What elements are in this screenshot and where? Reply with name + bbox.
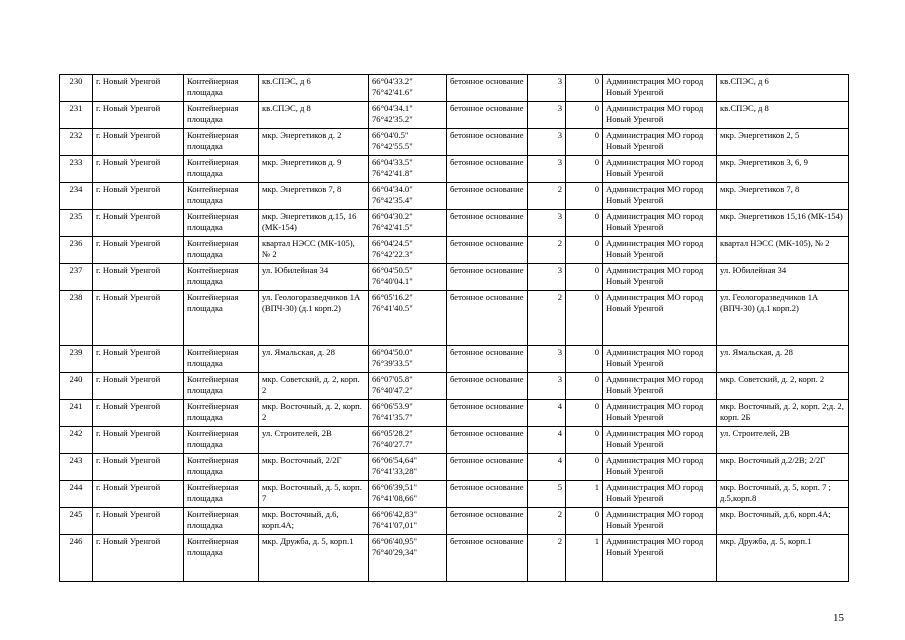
cell-number: 242 bbox=[60, 427, 93, 454]
cell-city: г. Новый Уренгой bbox=[93, 373, 184, 400]
cell-base: бетонное основание bbox=[447, 535, 528, 582]
cell-extra-count: 0 bbox=[566, 400, 603, 427]
cell-address: мкр. Восточный, д. 2, корп. 2 bbox=[259, 400, 369, 427]
cell-container-count: 3 bbox=[528, 373, 566, 400]
cell-coordinates: 66°04'34.0" 76°42'35.4" bbox=[369, 183, 447, 210]
cell-base: бетонное основание bbox=[447, 75, 528, 102]
cell-owner: Администрация МО город Новый Уренгой bbox=[603, 291, 717, 346]
cell-address: мкр. Восточный, д. 5, корп. 7 bbox=[259, 481, 369, 508]
cell-container-count: 2 bbox=[528, 535, 566, 582]
cell-sources: мкр. Энергетиков 7, 8 bbox=[717, 183, 849, 210]
cell-owner: Администрация МО город Новый Уренгой bbox=[603, 346, 717, 373]
cell-owner: Администрация МО город Новый Уренгой bbox=[603, 102, 717, 129]
cell-base: бетонное основание bbox=[447, 427, 528, 454]
cell-number: 232 bbox=[60, 129, 93, 156]
cell-coordinates: 66°04'30.2" 76°42'41.5" bbox=[369, 210, 447, 237]
cell-site-type: Контейнерная площадка bbox=[184, 75, 259, 102]
cell-site-type: Контейнерная площадка bbox=[184, 183, 259, 210]
cell-coordinates: 66°04'33.2" 76°42'41.6" bbox=[369, 75, 447, 102]
cell-owner: Администрация МО город Новый Уренгой bbox=[603, 156, 717, 183]
cell-extra-count: 0 bbox=[566, 210, 603, 237]
cell-extra-count: 0 bbox=[566, 508, 603, 535]
cell-number: 231 bbox=[60, 102, 93, 129]
cell-owner: Администрация МО город Новый Уренгой bbox=[603, 454, 717, 481]
cell-owner: Администрация МО город Новый Уренгой bbox=[603, 264, 717, 291]
cell-container-count: 3 bbox=[528, 264, 566, 291]
cell-base: бетонное основание bbox=[447, 346, 528, 373]
cell-sources: ул. Геологоразведчиков 1А (ВПЧ-30) (д.1 корп.2) bbox=[717, 291, 849, 346]
cell-extra-count: 0 bbox=[566, 129, 603, 156]
cell-number: 245 bbox=[60, 508, 93, 535]
cell-address: мкр. Восточный, д.6, корп.4А; bbox=[259, 508, 369, 535]
cell-address: мкр. Энергетиков д.15, 16 (МК-154) bbox=[259, 210, 369, 237]
cell-base: бетонное основание bbox=[447, 291, 528, 346]
cell-site-type: Контейнерная площадка bbox=[184, 400, 259, 427]
cell-city: г. Новый Уренгой bbox=[93, 454, 184, 481]
cell-coordinates: 66°04'0.5" 76°42'55.5" bbox=[369, 129, 447, 156]
cell-number: 238 bbox=[60, 291, 93, 346]
cell-city: г. Новый Уренгой bbox=[93, 129, 184, 156]
cell-address: мкр. Энергетиков д. 2 bbox=[259, 129, 369, 156]
cell-site-type: Контейнерная площадка bbox=[184, 481, 259, 508]
cell-owner: Администрация МО город Новый Уренгой bbox=[603, 237, 717, 264]
cell-site-type: Контейнерная площадка bbox=[184, 373, 259, 400]
table-row bbox=[60, 535, 849, 582]
cell-number: 233 bbox=[60, 156, 93, 183]
cell-container-count: 2 bbox=[528, 508, 566, 535]
cell-sources: мкр. Восточный, д.6, корп.4А; bbox=[717, 508, 849, 535]
cell-owner: Администрация МО город Новый Уренгой bbox=[603, 75, 717, 102]
cell-container-count: 3 bbox=[528, 129, 566, 156]
cell-city: г. Новый Уренгой bbox=[93, 75, 184, 102]
cell-owner: Администрация МО город Новый Уренгой bbox=[603, 129, 717, 156]
table-row bbox=[60, 373, 849, 400]
cell-number: 230 bbox=[60, 75, 93, 102]
table-row bbox=[60, 264, 849, 291]
cell-extra-count: 1 bbox=[566, 535, 603, 582]
cell-owner: Администрация МО город Новый Уренгой bbox=[603, 210, 717, 237]
cell-address: мкр. Энергетиков д. 9 bbox=[259, 156, 369, 183]
cell-address: мкр. Советский, д. 2, корп. 2 bbox=[259, 373, 369, 400]
cell-site-type: Контейнерная площадка bbox=[184, 508, 259, 535]
cell-coordinates: 66°04'34.1" 76°42'35.2" bbox=[369, 102, 447, 129]
cell-base: бетонное основание bbox=[447, 481, 528, 508]
cell-site-type: Контейнерная площадка bbox=[184, 210, 259, 237]
table-row bbox=[60, 508, 849, 535]
table-row bbox=[60, 210, 849, 237]
cell-number: 246 bbox=[60, 535, 93, 582]
cell-sources: ул. Ямальская, д. 28 bbox=[717, 346, 849, 373]
cell-coordinates: 66°04'50.0" 76°39'33.5" bbox=[369, 346, 447, 373]
cell-extra-count: 0 bbox=[566, 75, 603, 102]
cell-base: бетонное основание bbox=[447, 156, 528, 183]
cell-address: ул. Строителей, 2В bbox=[259, 427, 369, 454]
registry-table-container bbox=[59, 74, 848, 582]
cell-container-count: 2 bbox=[528, 237, 566, 264]
cell-sources: мкр. Восточный, д. 2, корп. 2;д. 2, корп. 2Б bbox=[717, 400, 849, 427]
cell-container-count: 4 bbox=[528, 400, 566, 427]
cell-number: 243 bbox=[60, 454, 93, 481]
cell-site-type: Контейнерная площадка bbox=[184, 102, 259, 129]
cell-base: бетонное основание bbox=[447, 508, 528, 535]
cell-site-type: Контейнерная площадка bbox=[184, 264, 259, 291]
cell-owner: Администрация МО город Новый Уренгой bbox=[603, 508, 717, 535]
cell-extra-count: 0 bbox=[566, 291, 603, 346]
cell-city: г. Новый Уренгой bbox=[93, 291, 184, 346]
table-row bbox=[60, 454, 849, 481]
cell-container-count: 4 bbox=[528, 454, 566, 481]
cell-city: г. Новый Уренгой bbox=[93, 183, 184, 210]
cell-site-type: Контейнерная площадка bbox=[184, 291, 259, 346]
cell-site-type: Контейнерная площадка bbox=[184, 454, 259, 481]
cell-address: кв.СПЭС, д 8 bbox=[259, 102, 369, 129]
cell-extra-count: 0 bbox=[566, 102, 603, 129]
cell-owner: Администрация МО город Новый Уренгой bbox=[603, 400, 717, 427]
cell-sources: мкр. Советский, д. 2, корп. 2 bbox=[717, 373, 849, 400]
cell-extra-count: 0 bbox=[566, 346, 603, 373]
cell-city: г. Новый Уренгой bbox=[93, 535, 184, 582]
cell-city: г. Новый Уренгой bbox=[93, 481, 184, 508]
cell-address: ул. Юбилейная 34 bbox=[259, 264, 369, 291]
cell-city: г. Новый Уренгой bbox=[93, 400, 184, 427]
cell-number: 244 bbox=[60, 481, 93, 508]
cell-coordinates: 66°06'53.9" 76°41'35.7" bbox=[369, 400, 447, 427]
cell-city: г. Новый Уренгой bbox=[93, 210, 184, 237]
registry-table bbox=[59, 74, 849, 582]
cell-container-count: 3 bbox=[528, 75, 566, 102]
cell-city: г. Новый Уренгой bbox=[93, 156, 184, 183]
cell-city: г. Новый Уренгой bbox=[93, 427, 184, 454]
table-row bbox=[60, 75, 849, 102]
cell-extra-count: 0 bbox=[566, 183, 603, 210]
cell-number: 240 bbox=[60, 373, 93, 400]
cell-site-type: Контейнерная площадка bbox=[184, 237, 259, 264]
cell-base: бетонное основание bbox=[447, 129, 528, 156]
cell-container-count: 3 bbox=[528, 102, 566, 129]
cell-base: бетонное основание bbox=[447, 183, 528, 210]
cell-sources: мкр. Энергетиков 3, 6, 9 bbox=[717, 156, 849, 183]
cell-extra-count: 0 bbox=[566, 373, 603, 400]
cell-coordinates: 66°07'05.8" 76°40'47.2" bbox=[369, 373, 447, 400]
cell-number: 234 bbox=[60, 183, 93, 210]
cell-coordinates: 66°06'40,95" 76°40'29,34" bbox=[369, 535, 447, 582]
cell-coordinates: 66°04'33.5" 76°42'41.8" bbox=[369, 156, 447, 183]
cell-city: г. Новый Уренгой bbox=[93, 264, 184, 291]
cell-sources: кв.СПЭС, д 6 bbox=[717, 75, 849, 102]
cell-coordinates: 66°06'54,64" 76°41'33,28" bbox=[369, 454, 447, 481]
cell-extra-count: 0 bbox=[566, 264, 603, 291]
cell-owner: Администрация МО город Новый Уренгой bbox=[603, 535, 717, 582]
cell-sources: квартал НЭСС (МК-105), № 2 bbox=[717, 237, 849, 264]
cell-base: бетонное основание bbox=[447, 400, 528, 427]
cell-site-type: Контейнерная площадка bbox=[184, 346, 259, 373]
cell-sources: мкр. Энергетиков 15,16 (МК-154) bbox=[717, 210, 849, 237]
table-row bbox=[60, 427, 849, 454]
cell-extra-count: 0 bbox=[566, 454, 603, 481]
cell-base: бетонное основание bbox=[447, 373, 528, 400]
cell-owner: Администрация МО город Новый Уренгой bbox=[603, 183, 717, 210]
cell-base: бетонное основание bbox=[447, 102, 528, 129]
cell-coordinates: 66°04'24.5" 76°42'22.3" bbox=[369, 237, 447, 264]
cell-container-count: 2 bbox=[528, 291, 566, 346]
cell-sources: мкр. Восточный, д. 5, корп. 7 ; д.5,корп.8 bbox=[717, 481, 849, 508]
cell-number: 237 bbox=[60, 264, 93, 291]
cell-container-count: 3 bbox=[528, 156, 566, 183]
cell-coordinates: 66°06'39,51" 76°41'08,66" bbox=[369, 481, 447, 508]
cell-number: 236 bbox=[60, 237, 93, 264]
cell-owner: Администрация МО город Новый Уренгой bbox=[603, 373, 717, 400]
cell-sources: мкр. Дружба, д. 5, корп.1 bbox=[717, 535, 849, 582]
cell-sources: мкр. Восточный д.2/2В; 2/2Г bbox=[717, 454, 849, 481]
cell-base: бетонное основание bbox=[447, 264, 528, 291]
cell-sources: ул. Строителей, 2В bbox=[717, 427, 849, 454]
cell-site-type: Контейнерная площадка bbox=[184, 129, 259, 156]
table-row bbox=[60, 102, 849, 129]
cell-site-type: Контейнерная площадка bbox=[184, 535, 259, 582]
cell-address: ул. Геологоразведчиков 1А (ВПЧ-30) (д.1 корп.2) bbox=[259, 291, 369, 346]
table-row bbox=[60, 129, 849, 156]
table-row bbox=[60, 291, 849, 346]
cell-address: квартал НЭСС (МК-105), № 2 bbox=[259, 237, 369, 264]
table-row bbox=[60, 481, 849, 508]
cell-address: мкр. Восточный, 2/2Г bbox=[259, 454, 369, 481]
cell-number: 235 bbox=[60, 210, 93, 237]
cell-owner: Администрация МО город Новый Уренгой bbox=[603, 427, 717, 454]
cell-owner: Администрация МО город Новый Уренгой bbox=[603, 481, 717, 508]
cell-address: мкр. Энергетиков 7, 8 bbox=[259, 183, 369, 210]
cell-sources: мкр. Энергетиков 2, 5 bbox=[717, 129, 849, 156]
cell-city: г. Новый Уренгой bbox=[93, 102, 184, 129]
cell-extra-count: 0 bbox=[566, 156, 603, 183]
cell-site-type: Контейнерная площадка bbox=[184, 156, 259, 183]
table-row bbox=[60, 400, 849, 427]
cell-site-type: Контейнерная площадка bbox=[184, 427, 259, 454]
table-row bbox=[60, 156, 849, 183]
cell-city: г. Новый Уренгой bbox=[93, 346, 184, 373]
table-row bbox=[60, 183, 849, 210]
cell-address: ул. Ямальская, д. 28 bbox=[259, 346, 369, 373]
cell-address: мкр. Дружба, д. 5, корп.1 bbox=[259, 535, 369, 582]
cell-base: бетонное основание bbox=[447, 237, 528, 264]
cell-sources: ул. Юбилейная 34 bbox=[717, 264, 849, 291]
cell-extra-count: 1 bbox=[566, 481, 603, 508]
registry-table-body bbox=[60, 75, 849, 582]
cell-coordinates: 66°04'50.5" 76°40'04.1" bbox=[369, 264, 447, 291]
cell-coordinates: 66°05'28.2" 76°40'27.7" bbox=[369, 427, 447, 454]
cell-container-count: 2 bbox=[528, 183, 566, 210]
cell-container-count: 3 bbox=[528, 346, 566, 373]
cell-coordinates: 66°05'16.2" 76°41'40.5" bbox=[369, 291, 447, 346]
table-row bbox=[60, 346, 849, 373]
cell-coordinates: 66°06'42,83" 76°41'07,01" bbox=[369, 508, 447, 535]
cell-base: бетонное основание bbox=[447, 210, 528, 237]
cell-number: 239 bbox=[60, 346, 93, 373]
cell-container-count: 3 bbox=[528, 210, 566, 237]
cell-container-count: 5 bbox=[528, 481, 566, 508]
table-row bbox=[60, 237, 849, 264]
cell-city: г. Новый Уренгой bbox=[93, 508, 184, 535]
cell-sources: кв.СПЭС, д 8 bbox=[717, 102, 849, 129]
cell-address: кв.СПЭС, д 6 bbox=[259, 75, 369, 102]
cell-city: г. Новый Уренгой bbox=[93, 237, 184, 264]
cell-number: 241 bbox=[60, 400, 93, 427]
cell-extra-count: 0 bbox=[566, 237, 603, 264]
cell-container-count: 4 bbox=[528, 427, 566, 454]
page-number: 15 bbox=[833, 612, 844, 624]
cell-extra-count: 0 bbox=[566, 427, 603, 454]
cell-base: бетонное основание bbox=[447, 454, 528, 481]
